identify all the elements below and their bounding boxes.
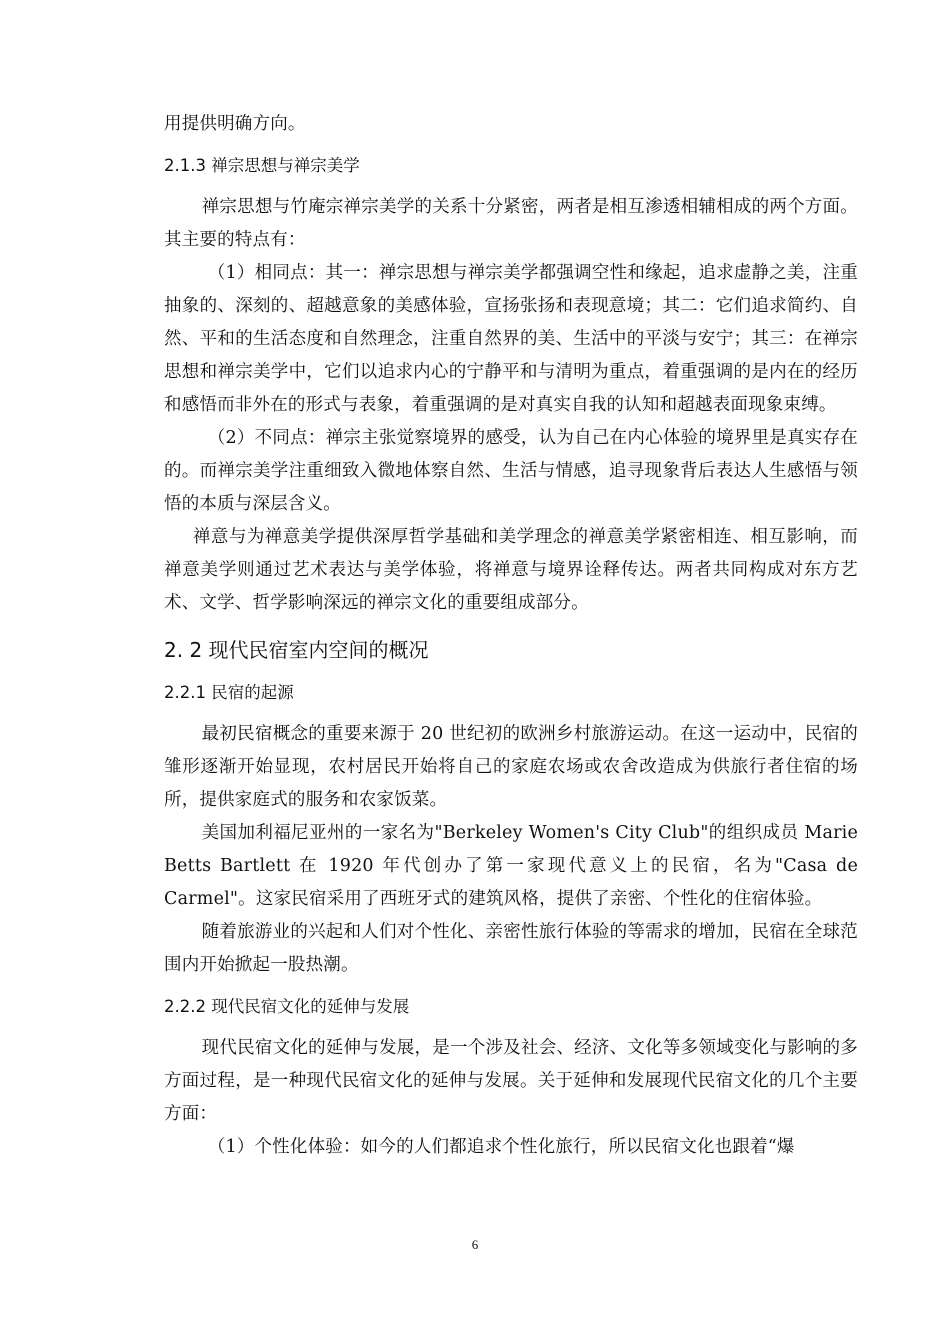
paragraph-continuation: 用提供明确方向。: [164, 114, 306, 134]
paragraph-zen-relation: 禅宗思想与竹庵宗禅宗美学的关系十分紧密，两者是相互渗透相辅相成的两个方面。其主要的特点有：: [164, 197, 858, 250]
paragraph-similarities: （1）相同点：其一：禅宗思想与禅宗美学都强调空性和缘起，追求虚静之美，注重抽象的、深刻的、超越意象的美感体验，宣扬张扬和表现意境；其二：它们追求简约、自然、平和的生活态度和自然理念，注重自然界的美、生活中的平淡与安宁；其三：在禅宗思想和禅宗美学中，它们以追求内心的宁静平和与清明为重点，着重强调的是内在的经历和感悟而非外在的形式与表象，着重强调的是对真实自我的认知和超越表面现象束缚。: [164, 263, 858, 415]
paragraph-zen-summary: 禅意与为禅意美学提供深厚哲学基础和美学理念的禅意美学紧密相连、相互影响，而禅意美学则通过艺术表达与美学体验，将禅意与境界诠释传达。两者共同构成对东方艺术、文学、哲学影响深远的禅宗文化的重要组成部分。: [164, 527, 858, 613]
paragraph-casa-de-carmel: 美国加利福尼亚州的一家名为"Berkeley Women's City Club"的组织成员 Marie Betts Bartlett 在 1920 年代创办了第一家现代意义上的民宿，名为"Casa de Carmel"。这家民宿采用了西班牙式的建筑风格，提供了亲密、个性化的住宿体验。: [164, 823, 858, 909]
heading-2-2-2: 2.2.2 现代民宿文化的延伸与发展: [164, 997, 410, 1016]
paragraph-origin: 最初民宿概念的重要来源于 20 世纪初的欧洲乡村旅游运动。在这一运动中，民宿的雏形逐渐开始显现，农村居民开始将自己的家庭农场或农舍改造成为供旅行者住宿的场所，提供家庭式的服务和农家饭菜。: [164, 724, 858, 810]
document-body: [164, 108, 858, 1164]
paragraph-differences: （2）不同点：禅宗主张觉察境界的感受，认为自己在内心体验的境界里是真实存在的。而禅宗美学注重细致入微地体察自然、生活与情感，追寻现象背后表达人生感悟与领悟的本质与深层含义。: [164, 428, 858, 514]
paragraph-global-trend: 随着旅游业的兴起和人们对个性化、亲密性旅行体验的等需求的增加，民宿在全球范围内开始掀起一股热潮。: [164, 922, 858, 975]
page-number: 6: [471, 1237, 479, 1252]
heading-2-1-3: 2.1.3 禅宗思想与禅宗美学: [164, 156, 360, 175]
heading-2-2: 2. 2 现代民宿室内空间的概况: [164, 638, 429, 662]
paragraph-personalized-experience: （1）个性化体验：如今的人们都追求个性化旅行，所以民宿文化也跟着“爆: [207, 1137, 795, 1157]
heading-2-2-1: 2.2.1 民宿的起源: [164, 683, 294, 702]
paragraph-modern-development: 现代民宿文化的延伸与发展，是一个涉及社会、经济、文化等多领域变化与影响的多方面过程，是一种现代民宿文化的延伸与发展。关于延伸和发展现代民宿文化的几个主要方面：: [164, 1038, 858, 1124]
